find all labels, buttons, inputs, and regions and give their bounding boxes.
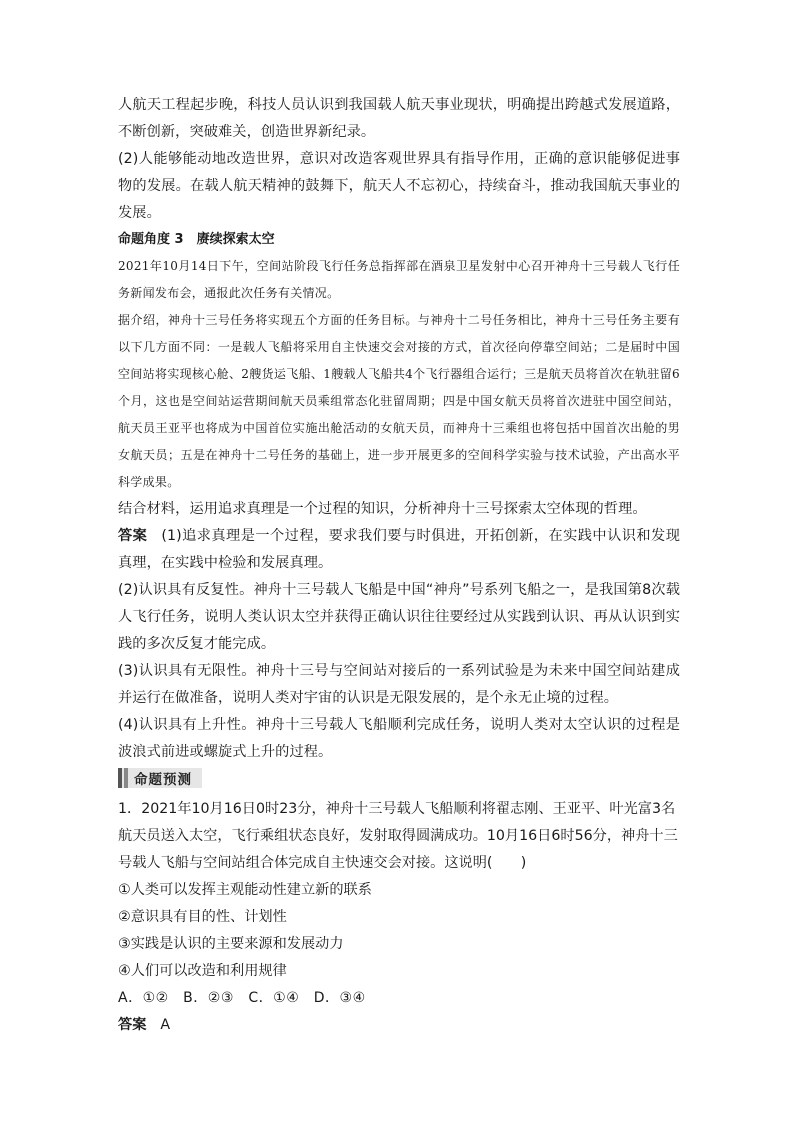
mcq-answer-label: 答案 — [118, 1017, 147, 1033]
mcq-choices: A．①② B．②③ C．①④ D．③④ — [118, 990, 366, 1006]
answer-point-2: (2)认识具有反复性。神舟十三号载人飞船是中国“神舟”号系列飞船之一，是我国第8次载人飞行任务，说明人类认识太空并获得正确认识往往要经过从实践到认识、再从认识到实践的多次反复才能完成。 — [118, 582, 680, 652]
mcq-answer — [118, 1012, 680, 1039]
section-heading-title: 赓续探索太空 — [196, 232, 275, 247]
answer-point-1-text: (1)追求真理是一个过程，要求我们要与时俱进，开拓创新，在实践中认识和发现真理，在实践中检验和发展真理。 — [118, 528, 680, 571]
mcq-stem: 1．2021年10月16日0时23分，神舟十三号载人飞船顺利将翟志刚、王亚平、叶光富3名航天员送入太空，飞行乘组状态良好，发射取得圆满成功。10月16日6时56分，神舟十三号载人飞船与空间站组合体完成自主快速交会对接。这说明( ) — [118, 801, 678, 871]
mcq-option-4: ④人们可以改造和利用规律 — [118, 963, 287, 979]
prediction-banner-title: 命题预测 — [134, 772, 192, 788]
paragraph-continued: 人航天工程起步晚，科技人员认识到我国载人航天事业现状，明确提出跨越式发展道路，不断创新，突破难关，创造世界新纪录。 — [118, 97, 680, 140]
answer-point-1 — [118, 523, 680, 577]
banner-bar-icon — [124, 768, 128, 788]
answer-label: 答案 — [118, 528, 148, 544]
mcq-answer-value: A — [160, 1017, 171, 1033]
section-heading-label: 命题角度 3 — [118, 232, 184, 247]
document-page — [118, 92, 680, 1039]
prediction-banner — [118, 768, 202, 788]
material-paragraph-2: 据介绍，神舟十三号任务将实现五个方面的任务目标。与神舟十二号任务相比，神舟十三号任务主要有以下几方面不同：一是载人飞船将采用自主快速交会对接的方式，首次径向停靠空间站；二是届时中国空间站将实现核心舱、2艘货运飞船、1艘载人飞船共4个飞行器组合运行；三是航天员将首次在轨驻留6个月，这也是空间站运营期间航天员乘组常态化驻留周期；四是中国女航天员将首次进驻中国空间站，航天员王亚平也将成为中国首位实施出舱活动的女航天员，而神舟十三乘组也将包括中国首次出舱的男女航天员；五是在神舟十二号任务的基础上，进一步开展更多的空间科学实验与技术试验，产出高水平科学成果。 — [118, 313, 680, 489]
material-paragraph-1: 2021年10月14日下午，空间站阶段飞行任务总指挥部在酒泉卫星发射中心召开神舟十三号载人飞行任务新闻发布会，通报此次任务有关情况。 — [118, 259, 680, 300]
paragraph-point-2: (2)人能够能动地改造世界，意识对改造客观世界具有指导作用，正确的意识能够促进事物的发展。在载人航天精神的鼓舞下，航天人不忘初心，持续奋斗，推动我国航天事业的发展。 — [118, 151, 680, 221]
banner-bar-icon — [118, 768, 122, 788]
answer-point-4: (4)认识具有上升性。神舟十三号载人飞船顺利完成任务，说明人类对太空认识的过程是波浪式前进或螺旋式上升的过程。 — [118, 717, 680, 760]
section-heading — [118, 227, 680, 253]
mcq-option-3: ③实践是认识的主要来源和发展动力 — [118, 936, 344, 952]
question-text: 结合材料，运用追求真理是一个过程的知识，分析神舟十三号探索太空体现的哲理。 — [118, 501, 647, 517]
answer-point-3: (3)认识具有无限性。神舟十三号与空间站对接后的一系列试验是为未来中国空间站建成并运行在做准备，说明人类对宇宙的认识是无限发展的，是个永无止境的过程。 — [118, 663, 680, 706]
mcq-option-2: ②意识具有目的性、计划性 — [118, 909, 287, 925]
mcq-option-1: ①人类可以发挥主观能动性建立新的联系 — [118, 882, 372, 898]
